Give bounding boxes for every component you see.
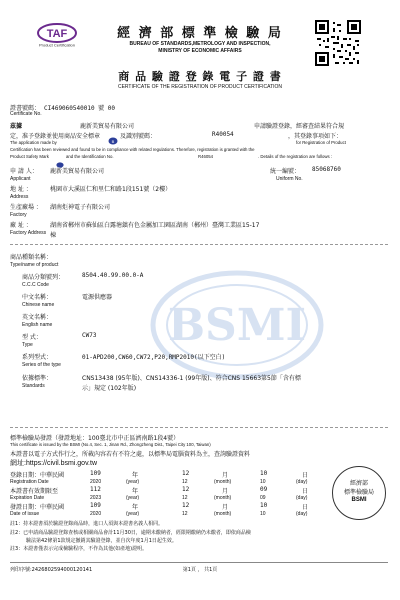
section-divider-2	[10, 427, 388, 428]
date-year: 109	[90, 502, 101, 509]
stamp-text-1: 經濟部	[349, 480, 368, 487]
para-line2-c: ，其登錄事項如下：	[288, 133, 343, 140]
date-day-en: 10	[260, 511, 266, 517]
date-year-en: 2020	[90, 511, 102, 517]
year-unit-en: (year)	[126, 495, 140, 501]
address-value: 桃園市大溪區仁和里仁和路1段151號（2樓）	[50, 186, 172, 193]
day-unit: 日	[302, 488, 309, 495]
issuer-en: This certificate is issued by the BSMI (No.4, Sec. 1, Jinan Rd., Zhongzheng Dist., Taipei City 100, Taiwan)	[10, 442, 211, 447]
issue-date-label: 發證日期：中華民國	[10, 504, 65, 511]
year-unit-en: (year)	[126, 511, 140, 517]
standards-value-2: 示」規定 (102年版)	[82, 385, 137, 392]
day-unit-en: (day)	[296, 479, 308, 485]
certificate-title-cn: 商 品 驗 證 登 錄 電 子 證 書	[118, 70, 282, 83]
address-label: 地 址 ：	[10, 186, 32, 193]
month-unit: 月	[222, 504, 229, 511]
para-en-3b: and the Identification No.	[66, 154, 114, 159]
year-unit: 年	[132, 504, 139, 511]
month-unit-en: (month)	[214, 479, 232, 485]
address-label-en: Address	[10, 194, 29, 200]
para-line2-a: 定，准予登錄並使用商品安全標章	[10, 133, 101, 140]
standards-value-1: CNS13438 (95年版)、CNS14336-1 (99年版)、符合CNS 15663第5節「含有標	[82, 375, 301, 382]
taf-logo	[36, 22, 78, 48]
standards-label-en: Standards	[22, 383, 45, 389]
date-day: 10	[260, 502, 268, 509]
date-day: 09	[260, 486, 268, 493]
uniform-no-label: 統一編號：	[270, 168, 301, 175]
date-year: 112	[90, 486, 101, 493]
date-month: 12	[182, 470, 190, 477]
date-year-en: 2023	[90, 495, 102, 501]
factory-address-value: 湖南省郴州市蘇仙區白露塘鎮有色金屬加工園區湖南（郴州）臺灣工業區15-17	[50, 222, 260, 229]
month-unit-en: (month)	[214, 511, 232, 517]
registration-date-label: 登錄日期：中華民國	[10, 472, 65, 479]
year-unit: 年	[132, 488, 139, 495]
date-year: 109	[90, 470, 101, 477]
standards-label: 依據標準：	[22, 375, 53, 382]
note-2: 註2：已申請商品驗證登錄查核或相關商品會計11月30日，逾期未繳納者，經限期繳納仍未繳者，即依商品檢	[10, 530, 251, 536]
para-line2-b: 及識別號碼：	[120, 133, 157, 140]
product-type-label: 商品種類名稱：	[10, 254, 53, 261]
applicant-label: 申 請 人：	[10, 168, 38, 175]
svg-text:B: B	[111, 138, 115, 144]
factory-label: 生產廠場 ：	[10, 204, 42, 211]
year-unit: 年	[132, 472, 139, 479]
expiration-date-label: 本證書有效期限至	[10, 488, 59, 495]
stamp-text-2: 標準檢驗局	[343, 489, 374, 496]
verification-note: 本證書以電子方式作行之，所載內容若有不符之處，以標準局電腦資料為主，查詢驗證資料	[10, 451, 251, 458]
english-name-label: 英文名稱：	[22, 314, 53, 321]
para-en-3c: . Details of the registration are follows :	[258, 154, 333, 159]
expiration-date-label-en: Expiration Date	[10, 495, 45, 501]
date-day-en: 10	[260, 479, 266, 485]
day-unit-en: (day)	[296, 495, 308, 501]
ccc-code-label: 商品分類號列：	[22, 274, 65, 281]
factory-address-label: 廠 址 ：	[10, 222, 32, 229]
qr-code	[315, 20, 361, 66]
month-unit: 月	[222, 472, 229, 479]
note-2-continued: 驗法第42條第1款規定撤銷其驗證登錄，並自次年度1月1日起生效。	[26, 538, 177, 544]
page-info: 第1頁 ， 共1頁	[182, 567, 218, 573]
date-day-en: 09	[260, 495, 266, 501]
safety-mark-icon	[108, 130, 118, 144]
model-label: 型 式：	[22, 334, 42, 341]
para-line1-company: 鹿新美貿易有限公司	[80, 123, 135, 130]
para-en-1b: for Registration of Product	[296, 140, 346, 145]
footer-rule	[10, 562, 388, 563]
certificate-title-en: CERTIFICATE OF THE REGISTRATION OF PRODUCT CERTIFICATION	[117, 84, 283, 90]
series-label-en: Series of the type	[22, 362, 61, 368]
registration-date-label-en: Registration Date	[10, 479, 49, 485]
svg-text:TAF: TAF	[46, 28, 68, 40]
note-3: 註3：本證書僅表示完成檢驗程序，不作為其他(如產地)證明。	[10, 546, 148, 552]
bureau-title-en-2: MINISTRY OF ECONOMIC AFFAIRS	[158, 48, 242, 54]
date-month-en: 12	[182, 495, 188, 501]
para-line1-a: 茲據	[10, 123, 23, 130]
cert-no-value: CI469060540010 號 00	[44, 105, 116, 112]
day-unit: 日	[302, 472, 309, 479]
ccc-code-label-en: C.C.C Code	[22, 282, 49, 288]
product-type-label-en: Type/name of product	[10, 262, 59, 268]
issuer-cn: 標準檢驗局發證（發證地址：100臺北市中正區濟南路1段4號）	[10, 435, 180, 442]
para-line2-id: R40054	[212, 131, 234, 138]
factory-label-en: Factory	[10, 212, 27, 218]
ccc-code-value: 8504.40.99.00.0-A	[82, 272, 144, 279]
date-month-en: 12	[182, 511, 188, 517]
safety-mark-icon-en	[56, 153, 64, 159]
para-en-3id: R46054	[198, 154, 214, 159]
uniform-no-label-en: Uniform No.	[276, 176, 303, 182]
chinese-name-value: 電源供應器	[82, 294, 113, 301]
factory-address-tail: 棟	[50, 232, 57, 239]
chinese-name-label-en: Chinese name	[22, 302, 55, 308]
stamp-text-3: BSMI	[351, 497, 367, 503]
year-unit-en: (year)	[126, 479, 140, 485]
month-unit: 月	[222, 488, 229, 495]
day-unit: 日	[302, 504, 309, 511]
print-serial: 列印序號:2426802594000120141	[10, 567, 93, 573]
para-en-2: Certification has been reviewed and found to be in compliance with related regulations. Therefore, registration is granted with the	[10, 147, 255, 152]
para-en-3a: Product Safety Mark	[10, 154, 49, 159]
factory-address-label-en: Factory Address	[10, 230, 47, 236]
date-month-en: 12	[182, 479, 188, 485]
date-month: 12	[182, 502, 190, 509]
cert-no-label: 證書號碼：	[10, 105, 41, 112]
uniform-no-value: 85068760	[312, 166, 341, 173]
model-label-en: Type	[22, 342, 33, 348]
day-unit-en: (day)	[296, 511, 308, 517]
date-month: 12	[182, 486, 190, 493]
issue-date-label-en: Date of issue	[10, 511, 40, 517]
factory-value: 湖南炬神電子有限公司	[50, 204, 111, 211]
note-1: 註1：持本證書須於驗證登錄商品時，進口人須與本證書名義人相同。	[10, 521, 164, 527]
date-day: 10	[260, 470, 268, 477]
section-divider	[10, 244, 388, 245]
date-year-en: 2020	[90, 479, 102, 485]
month-unit-en: (month)	[214, 495, 232, 501]
para-en-1a: The application made by	[10, 140, 57, 145]
svg-text:Product Certification: Product Certification	[38, 42, 76, 48]
bureau-title-cn: 經 濟 部 標 準 檢 驗 局	[117, 26, 283, 41]
series-value: 01-APD200,CW60,CW72,P20,RMP2010(以下空白)	[82, 354, 226, 361]
applicant-value: 鹿新美貿易有限公司	[50, 168, 105, 175]
bsmi-watermark	[150, 270, 325, 380]
cert-no-label-en: Certificate No.	[10, 111, 42, 117]
bureau-title-en-1: BUREAU OF STANDARDS,METROLOGY AND INSPECTION,	[129, 41, 271, 47]
svg-text:BSMI: BSMI	[167, 300, 307, 351]
model-value: CW73	[82, 332, 97, 339]
para-line1-c: 申請驗證登錄，經審查結果符合規	[254, 123, 345, 130]
chinese-name-label: 中文名稱：	[22, 294, 53, 301]
english-name-label-en: English name	[22, 322, 53, 328]
series-label: 系列型式：	[22, 354, 53, 361]
applicant-label-en: Applicant	[10, 176, 31, 182]
verification-url[interactable]: 網址:https://civil.bsmi.gov.tw	[10, 460, 98, 467]
